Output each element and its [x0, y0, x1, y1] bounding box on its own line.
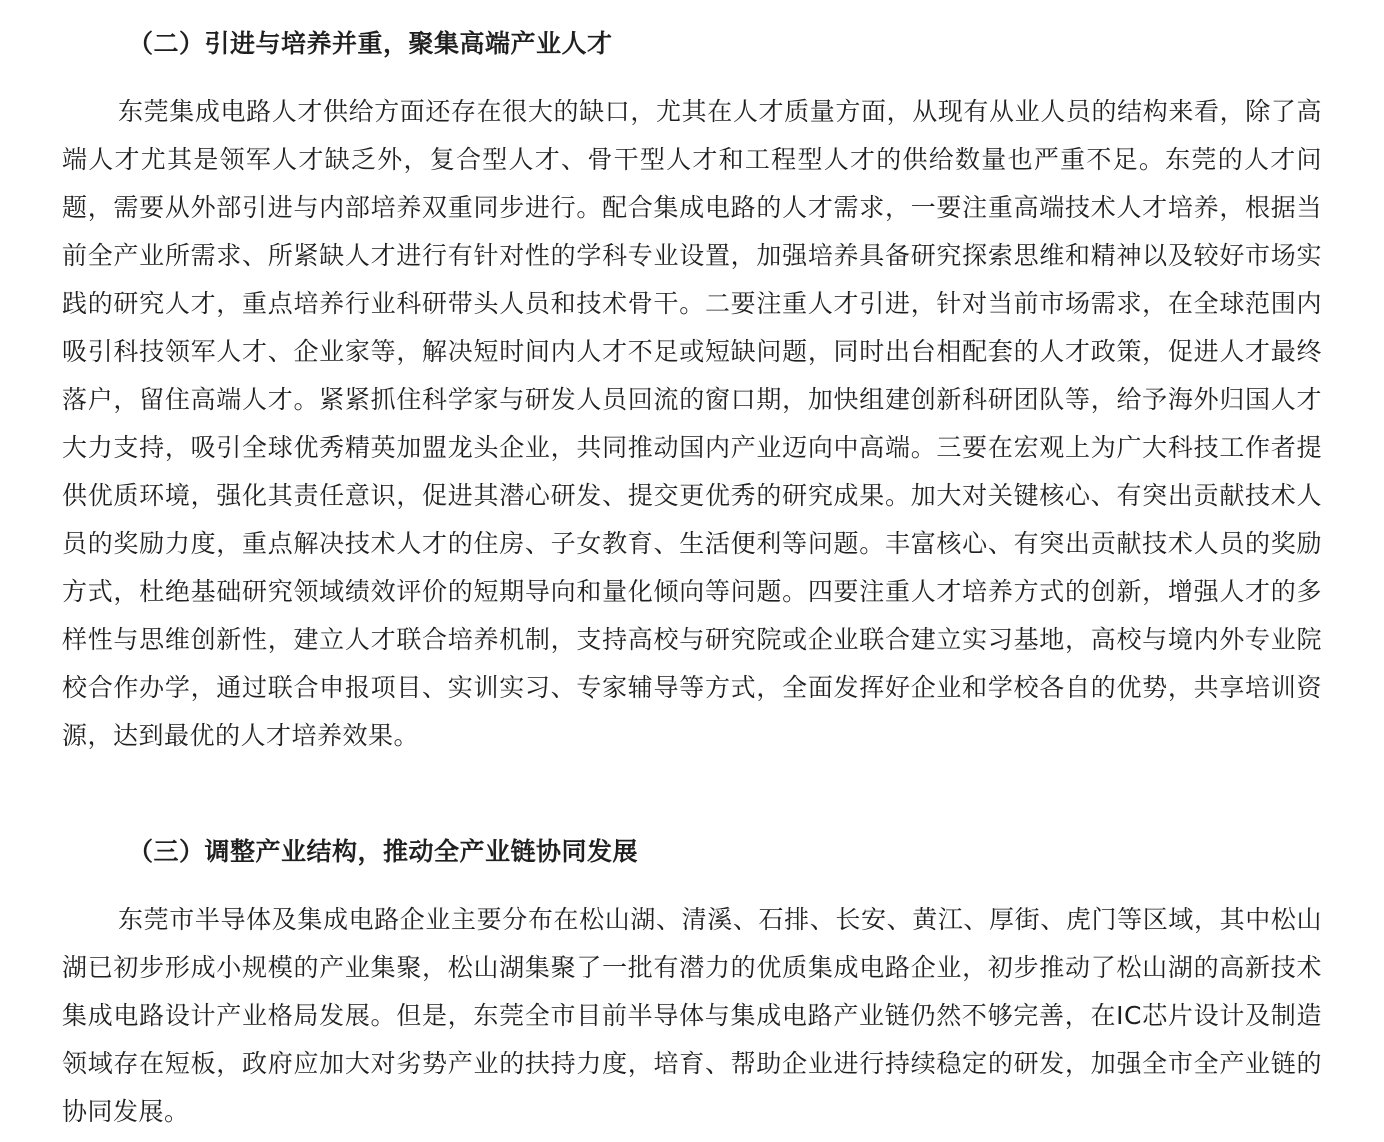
section-heading-talent: （二）引进与培养并重，聚集高端产业人才 [128, 29, 613, 58]
section-paragraph-industry-structure: 东莞市半导体及集成电路企业主要分布在松山湖、清溪、石排、长安、黄江、厚街、虎门等区域，其中松山湖已初步形成小规模的产业集聚，松山湖集聚了一批有潜力的优质集成电路企业，初步推动了松山湖的高新技术集成电路设计产业格局发展。但是，东莞全市目前半导体与集成电路产业链仍然不够完善，在IC芯片设计及制造领域存在短板，政府应加大对劣势产业的扶持力度，培育、帮助企业进行持续稳定的研发，加强全市全产业链的协同发展。 [62, 905, 1322, 1126]
section-heading-industry-structure: （三）调整产业结构，推动全产业链协同发展 [128, 837, 639, 866]
section-paragraph-talent: 东莞集成电路人才供给方面还存在很大的缺口，尤其在人才质量方面，从现有从业人员的结构来看，除了高端人才尤其是领军人才缺乏外，复合型人才、骨干型人才和工程型人才的供给数量也严重不足。东莞的人才问题，需要从外部引进与内部培养双重同步进行。配合集成电路的人才需求，一要注重高端技术人才培养，根据当前全产业所需求、所紧缺人才进行有针对性的学科专业设置，加强培养具备研究探索思维和精神以及较好市场实践的研究人才，重点培养行业科研带头人员和技术骨干。二要注重人才引进，针对当前市场需求，在全球范围内吸引科技领军人才、企业家等，解决短时间内人才不足或短缺问题，同时出台相配套的人才政策，促进人才最终落户，留住高端人才。紧紧抓住科学家与研发人员回流的窗口期，加快组建创新科研团队等，给予海外归国人才大力支持，吸引全球优秀精英加盟龙头企业，共同推动国内产业迈向中高端。三要在宏观上为广大科技工作者提供优质环境，强化其责任意识，促进其潜心研发、提交更优秀的研究成果。加大对关键核心、有突出贡献技术人员的奖励力度，重点解决技术人才的住房、子女教育、生活便利等问题。丰富核心、有突出贡献技术人员的奖励方式，杜绝基础研究领域绩效评价的短期导向和量化倾向等问题。四要注重人才培养方式的创新，增强人才的多样性与思维创新性，建立人才联合培养机制，支持高校与研究院或企业联合建立实习基地，高校与境内外专业院校合作办学，通过联合申报项目、实训实习、专家辅导等方式，全面发挥好企业和学校各自的优势，共享培训资源，达到最优的人才培养效果。 [62, 97, 1322, 750]
